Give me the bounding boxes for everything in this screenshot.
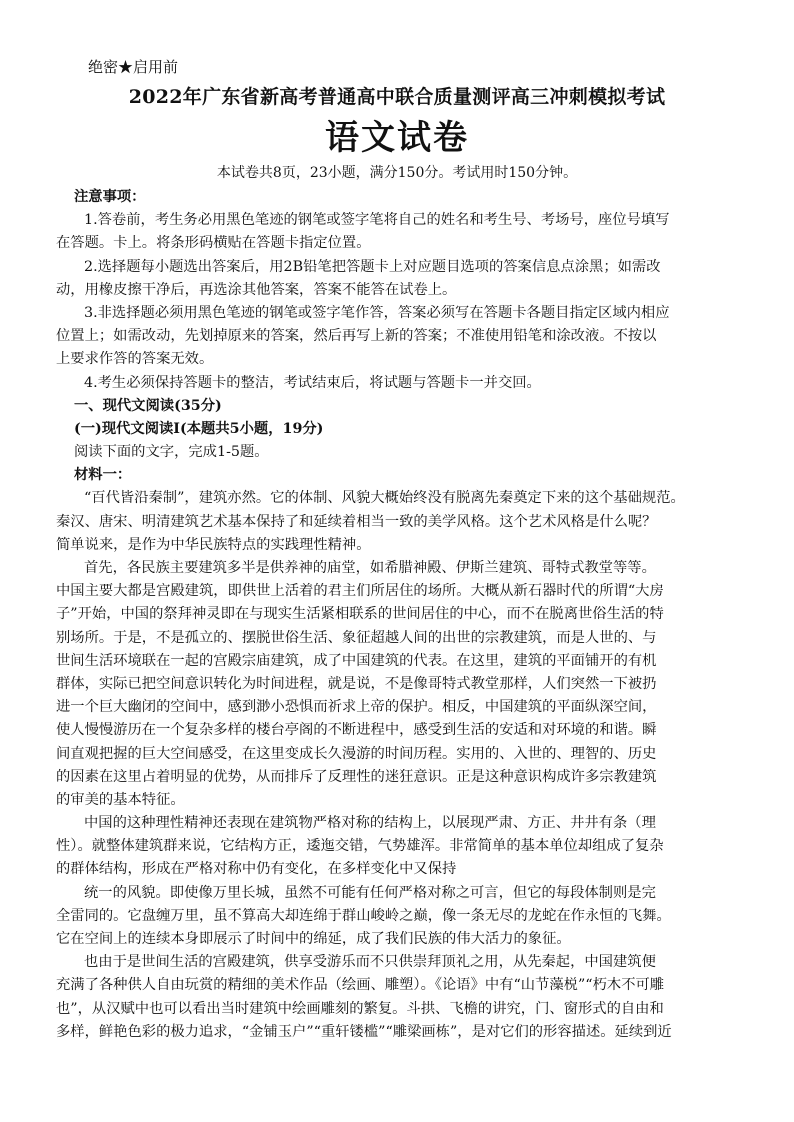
notice-text: 位置上；如需改动，先划掉原来的答案，然后再写上新的答案；不准使用铅笔和涂改液。不按以	[56, 328, 657, 345]
confidential-mark: 绝密★启用前	[88, 58, 179, 76]
passage-line: “百代皆沿秦制”，建筑亦然。它的体制、风貌大概始终没有脱离先秦奠定下来的这个基础规范。	[84, 490, 685, 507]
passage-line: 秦汉、唐宋、明清建筑艺术基本保持了和延续着相当一致的美学风格。这个艺术风格是什么呢？	[56, 513, 657, 530]
passage-line: 中国主要大都是宫殿建筑，即供世上活着的君主们所居住的场所。大概从新石器时代的所谓“大房	[56, 583, 664, 600]
passage-line: 统一的风貌。即使像万里长城，虽然不可能有任何严格对称之可言，但它的每段体制则是完	[84, 884, 656, 901]
passage-line: 子”开始，中国的祭拜神灵即在与现实生活紧相联系的世间居住的中心，而不在脱离世俗生活的特	[56, 606, 664, 623]
passage-line: 间直观把握的巨大空间感受，在这里变成长久漫游的时间历程。实用的、入世的、理智的、历史	[56, 745, 657, 762]
notice-text: 在答题。卡上。将条形码横贴在答题卡指定位置。	[56, 235, 371, 252]
notice-item: 3.非选择题必须用黑色笔迹的钢笔或签字笔作答，答案必须写在答题卡各题目指定区域内相应	[84, 304, 670, 321]
passage-line: 性）。就整体建筑群来说，它结构方正，逶迤交错，气势雄浑。非常简单的基本单位却组成了复杂	[56, 838, 664, 855]
exam-info: 本试卷共8页，23小题，满分150分。考试用时150分钟。	[216, 165, 578, 181]
passage-line: 简单说来，是作为中华民族特点的实践理性精神。	[56, 536, 371, 553]
exam-title: 2022年广东省新高考普通高中联合质量测评高三冲刺模拟考试	[128, 86, 666, 108]
passage-line: 也由于是世间生活的宫殿建筑，供享受游乐而不只供崇拜顶礼之用，从先秦起，中国建筑便	[84, 954, 656, 971]
passage-line: 的因素在这里占着明显的优势，从而排斥了反理性的迷狂意识。正是这种意识构成许多宗教建筑	[56, 768, 657, 785]
section-heading: 一、现代文阅读(35分)	[74, 397, 222, 414]
passage-line: 的群体结构，形成在严格对称中仍有变化，在多样变化中又保持	[56, 861, 457, 878]
notice-heading: 注意事项：	[74, 189, 146, 205]
passage-line: 也”，从汉赋中也可以看出当时建筑中绘画雕刻的繁复。斗拱、飞檐的讲究，门、窗形式的自由和	[56, 1000, 664, 1017]
passage-line: 的审美的基本特征。	[56, 791, 185, 808]
passage-line: 多样，鲜艳色彩的极力追求，“金铺玉户”“重轩镂槛”“雕梁画栋”，是对它们的形容描述。延续到近	[56, 1023, 672, 1040]
material-label: 材料一：	[74, 467, 132, 484]
notice-item: 1.答卷前，考生务必用黑色笔迹的钢笔或签字笔将自己的姓名和考生号、考场号，座位号填写	[84, 212, 670, 229]
passage-line: 别场所。于是，不是孤立的、摆脱世俗生活、象征超越人间的出世的宗教建筑，而是人世的、与	[56, 629, 657, 646]
passage-line: 首先，各民族主要建筑多半是供养神的庙堂，如希腊神殿、伊斯兰建筑、哥特式教堂等等。	[84, 560, 656, 576]
notice-item: 2.选择题每小题选出答案后，用2B铅笔把答题卡上对应题目选项的答案信息点涂黑；如需改	[84, 258, 661, 275]
subsection-heading: (一)现代文阅读I(本题共5小题，19分)	[74, 420, 324, 437]
notice-text: 动，用橡皮擦干净后，再选涂其他答案，答案不能答在试卷上。	[56, 281, 457, 298]
passage-line: 充满了各种供人自由玩赏的精细的美术作品（绘画、雕塑）。《论语》中有“山节藻棁”“朽木不可雕	[56, 977, 665, 994]
passage-line: 中国的这种理性精神还表现在建筑物严格对称的结构上，以展现严肃、方正、井井有条（理	[84, 815, 656, 832]
passage-line: 使人慢慢游历在一个复杂多样的楼台亭阁的不断进程中，感受到生活的安适和对环境的和谐。瞬	[56, 722, 657, 739]
passage-line: 它在空间上的连续本身即展示了时间中的绵延，成了我们民族的伟大活力的象征。	[56, 931, 571, 947]
passage-line: 全雷同的。它盘缠万里，虽不算高大却连绵于群山峻岭之巅，像一条无尽的龙蛇在作永恒的飞舞。	[56, 907, 671, 924]
subject-title: 语文试卷	[325, 118, 469, 158]
passage-line: 进一个巨大幽闭的空间中，感到渺小恐惧而祈求上帝的保护。相反，中国建筑的平面纵深空间，	[56, 699, 657, 716]
passage-line: 群体，实际已把空间意识转化为时间进程，就是说，不是像哥特式教堂那样，人们突然一下被扔	[56, 675, 657, 692]
instruction-text: 阅读下面的文字，完成1-5题。	[74, 444, 269, 461]
passage-line: 世间生活环境联在一起的宫殿宗庙建筑，成了中国建筑的代表。在这里，建筑的平面铺开的有机	[56, 652, 657, 669]
notice-item: 4.考生必须保持答题卡的整洁，考试结束后，将试题与答题卡一并交回。	[84, 374, 541, 391]
notice-text: 上要求作答的答案无效。	[56, 351, 214, 368]
exam-body	[56, 186, 746, 1044]
